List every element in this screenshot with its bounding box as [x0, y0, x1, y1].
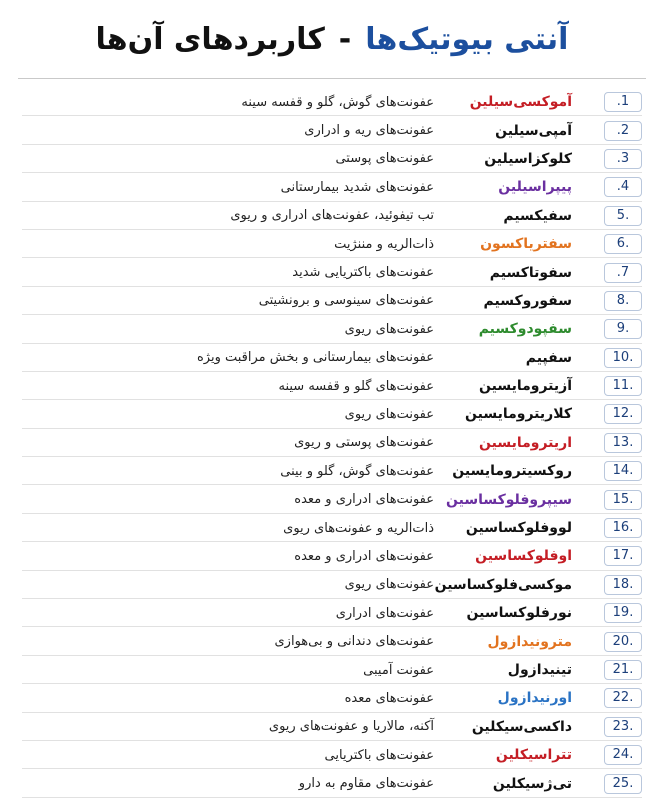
drug-name: نورفلوکساسین	[466, 605, 572, 622]
item-number-badge: 22.	[604, 688, 642, 708]
list-item	[0, 230, 664, 258]
drug-name: تی‌ژسیکلین	[492, 775, 572, 792]
item-number-badge: 20.	[604, 632, 642, 652]
item-number-badge: 25.	[604, 774, 642, 794]
list-item	[0, 344, 664, 372]
item-number-badge: .7	[604, 263, 642, 283]
drug-name: سیپروفلوکساسین	[446, 491, 572, 508]
drug-use: آکنه، مالاریا و عفونت‌های ریوی	[268, 719, 434, 735]
list-item	[0, 457, 664, 485]
drug-name: اریترومایسین	[479, 434, 572, 451]
list-item	[0, 116, 664, 144]
item-number-badge: 15.	[604, 490, 642, 510]
item-number-badge: 23.	[604, 717, 642, 737]
list-item	[0, 202, 664, 230]
item-number-badge: 11.	[604, 376, 642, 396]
item-number-badge: 16.	[604, 518, 642, 538]
drug-name: سفیکسیم	[503, 207, 572, 224]
drug-name: سفوروکسیم	[483, 292, 572, 309]
list-item	[0, 769, 664, 797]
list-item	[0, 287, 664, 315]
antibiotic-list	[0, 88, 664, 798]
drug-use: عفونت‌های ادراری	[335, 605, 434, 621]
drug-use: عفونت‌های ادراری و معده	[294, 492, 434, 508]
list-item	[0, 627, 664, 655]
drug-use: عفونت آمیبی	[363, 662, 434, 678]
drug-name: تتراسیکلین	[495, 747, 572, 764]
list-item	[0, 88, 664, 116]
drug-use: عفونت‌های پوستی	[335, 151, 434, 167]
item-number-badge: 19.	[604, 603, 642, 623]
drug-use: عفونت‌های مقاوم به دارو	[298, 776, 434, 792]
drug-name: سفپیم	[525, 349, 572, 366]
item-number-badge: 21.	[604, 660, 642, 680]
drug-use: عفونت‌های معده	[344, 690, 434, 706]
list-item	[0, 400, 664, 428]
list-item	[0, 485, 664, 513]
drug-use: عفونت‌های ریوی	[344, 577, 434, 593]
list-item	[0, 542, 664, 570]
list-item	[0, 656, 664, 684]
list-item	[0, 315, 664, 343]
list-item	[0, 173, 664, 201]
item-number-badge: 24.	[604, 745, 642, 765]
drug-use: عفونت‌های باکتریایی شدید	[292, 265, 434, 281]
drug-name: اورنیدازول	[497, 690, 572, 707]
drug-use: ذات‌الریه و مننژیت	[334, 236, 434, 252]
drug-use: عفونت‌های دندانی و بی‌هوازی	[274, 634, 434, 650]
drug-name: پیپراسیلین	[498, 179, 572, 196]
item-number-badge: 13.	[604, 433, 642, 453]
list-item	[0, 514, 664, 542]
item-number-badge: 18.	[604, 575, 642, 595]
drug-use: ذات‌الریه و عفونت‌های ریوی	[283, 520, 434, 536]
list-item	[0, 571, 664, 599]
drug-name: موکسی‌فلوکساسین	[434, 576, 572, 593]
item-number-badge: 5.	[604, 206, 642, 226]
title-main: آنتی بیوتیک‌ها	[365, 22, 569, 57]
list-item	[0, 599, 664, 627]
drug-use: عفونت‌های پوستی و ریوی	[294, 435, 434, 451]
page-title	[0, 14, 664, 66]
drug-name: داکسی‌سیکلین	[471, 718, 572, 735]
title-sub: کاربردهای آن‌ها	[95, 22, 325, 57]
item-number-badge: 6.	[604, 234, 642, 254]
item-number-badge: .4	[604, 177, 642, 197]
drug-name: آموکسی‌سیلین	[469, 94, 572, 111]
item-number-badge: 17.	[604, 546, 642, 566]
list-item	[0, 429, 664, 457]
drug-use: تب تیفوئید، عفونت‌های ادراری و ریوی	[230, 208, 434, 224]
drug-name: سفوتاکسیم	[489, 264, 572, 281]
item-number-badge: .1	[604, 92, 642, 112]
item-number-badge: .3	[604, 149, 642, 169]
drug-use: عفونت‌های شدید بیمارستانی	[280, 179, 434, 195]
list-item	[0, 372, 664, 400]
list-item	[0, 145, 664, 173]
drug-use: عفونت‌های گلو و قفسه سینه	[278, 378, 434, 394]
title-separator: -	[338, 22, 352, 57]
drug-use: عفونت‌های ریوی	[344, 406, 434, 422]
drug-use: عفونت‌های باکتریایی	[324, 747, 434, 763]
drug-name: روکسیترومایسین	[452, 463, 572, 480]
drug-use: عفونت‌های گوش، گلو و قفسه سینه	[241, 94, 434, 110]
list-item	[0, 741, 664, 769]
list-item	[0, 258, 664, 286]
drug-use: عفونت‌های بیمارستانی و بخش مراقبت ویژه	[196, 350, 434, 366]
drug-name: کلاریترومایسین	[465, 406, 572, 423]
item-number-badge: 8.	[604, 291, 642, 311]
item-number-badge: .2	[604, 121, 642, 141]
drug-use: عفونت‌های ادراری و معده	[294, 548, 434, 564]
drug-name: آزیترومایسین	[479, 378, 572, 395]
drug-name: سفپودوکسیم	[478, 321, 572, 338]
drug-name: کلوکزاسیلین	[484, 150, 572, 167]
drug-use: عفونت‌های ریه و ادراری	[304, 123, 434, 139]
drug-name: مترونیدازول	[487, 633, 572, 650]
drug-use: عفونت‌های گوش، گلو و بینی	[280, 463, 434, 479]
item-number-badge: 9.	[604, 319, 642, 339]
drug-name: لووفلوکساسین	[465, 520, 572, 537]
drug-use: عفونت‌های سینوسی و برونشیتی	[258, 293, 434, 309]
drug-use: عفونت‌های ریوی	[344, 321, 434, 337]
item-number-badge: 12.	[604, 404, 642, 424]
list-item	[0, 713, 664, 741]
item-number-badge: 14.	[604, 461, 642, 481]
list-item	[0, 684, 664, 712]
drug-name: تینیدازول	[507, 662, 572, 678]
drug-name: اوفلوکساسین	[475, 548, 572, 565]
item-number-badge: 10.	[604, 348, 642, 368]
drug-name: آمپی‌سیلین	[495, 122, 572, 139]
title-divider	[18, 78, 646, 79]
drug-name: سفتریاکسون	[480, 236, 572, 253]
